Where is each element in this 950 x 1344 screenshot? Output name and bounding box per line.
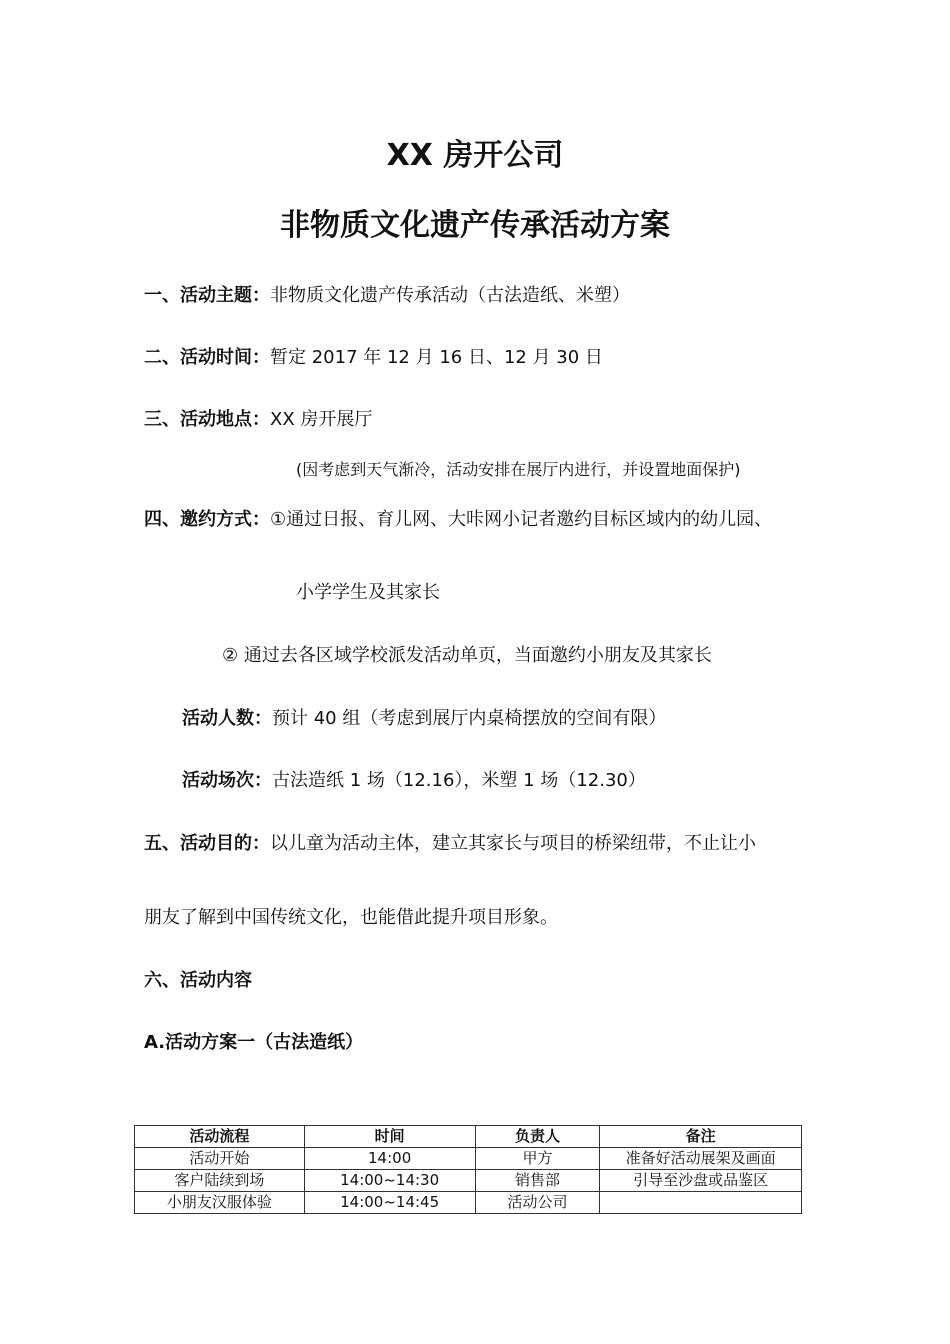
theme-line <box>144 281 630 307</box>
purpose-line <box>144 829 756 855</box>
purpose-value-a: 以儿童为活动主体，建立其家长与项目的桥梁纽带，不止让小 <box>270 833 756 854</box>
header-remark: 备注 <box>600 1126 802 1148</box>
time-value: 暂定 2017 年 12 月 16 日、12 月 30 日 <box>270 347 603 368</box>
place-note: (因考虑到天气渐冷，活动安排在展厅内进行，并设置地面保护) <box>296 460 741 479</box>
count-value: 预计 40 组（考虑到展厅内桌椅摆放的空间有限） <box>272 708 667 729</box>
sessions-line <box>182 766 646 792</box>
cell-time: 14:00~14:30 <box>304 1170 475 1192</box>
theme-value: 非物质文化遗产传承活动（古法造纸、米塑） <box>270 285 630 306</box>
cell-remark <box>600 1192 802 1214</box>
cell-process: 活动开始 <box>135 1148 305 1170</box>
place-line <box>144 405 372 431</box>
cell-time: 14:00 <box>304 1148 475 1170</box>
place-value: XX 房开展厅 <box>270 409 373 430</box>
header-owner: 负责人 <box>475 1126 600 1148</box>
table-row <box>135 1192 802 1214</box>
purpose-label: 五、活动目的： <box>144 833 270 854</box>
invite-item1-a: ①通过日报、育儿网、大咔网小记者邀约目标区域内的幼儿园、 <box>270 509 773 530</box>
sessions-label: 活动场次： <box>182 770 272 791</box>
plan-a-heading: A.活动方案一（古法造纸） <box>144 1032 364 1053</box>
cell-remark: 引导至沙盘或品鉴区 <box>600 1170 802 1192</box>
activity-schedule-table <box>134 1125 802 1214</box>
cell-process: 小朋友汉服体验 <box>135 1192 305 1214</box>
document-subtitle: 非物质文化遗产传承活动方案 <box>280 208 670 243</box>
count-label: 活动人数： <box>182 708 272 729</box>
purpose-value-b: 朋友了解到中国传统文化，也能借此提升项目形象。 <box>144 907 558 928</box>
place-label: 三、活动地点： <box>144 409 270 430</box>
content-heading: 六、活动内容 <box>144 970 252 991</box>
time-label: 二、活动时间： <box>144 347 270 368</box>
cell-owner: 甲方 <box>475 1148 600 1170</box>
document-title: XX 房开公司 <box>386 138 564 173</box>
table-row <box>135 1148 802 1170</box>
header-time: 时间 <box>304 1126 475 1148</box>
table-header-row <box>135 1126 802 1148</box>
sessions-value: 古法造纸 1 场（12.16），米塑 1 场（12.30） <box>272 770 646 791</box>
table-row <box>135 1170 802 1192</box>
invite-line <box>144 505 772 531</box>
cell-time: 14:00~14:45 <box>304 1192 475 1214</box>
cell-owner: 销售部 <box>475 1170 600 1192</box>
invite-item1-b: 小学学生及其家长 <box>296 582 440 603</box>
time-line <box>144 343 603 369</box>
invite-label: 四、邀约方式： <box>144 509 270 530</box>
cell-process: 客户陆续到场 <box>135 1170 305 1192</box>
invite-item2: ② 通过去各区域学校派发活动单页，当面邀约小朋友及其家长 <box>222 645 712 666</box>
count-line <box>182 704 666 730</box>
theme-label: 一、活动主题： <box>144 285 270 306</box>
cell-owner: 活动公司 <box>475 1192 600 1214</box>
header-process: 活动流程 <box>135 1126 305 1148</box>
cell-remark: 准备好活动展架及画面 <box>600 1148 802 1170</box>
